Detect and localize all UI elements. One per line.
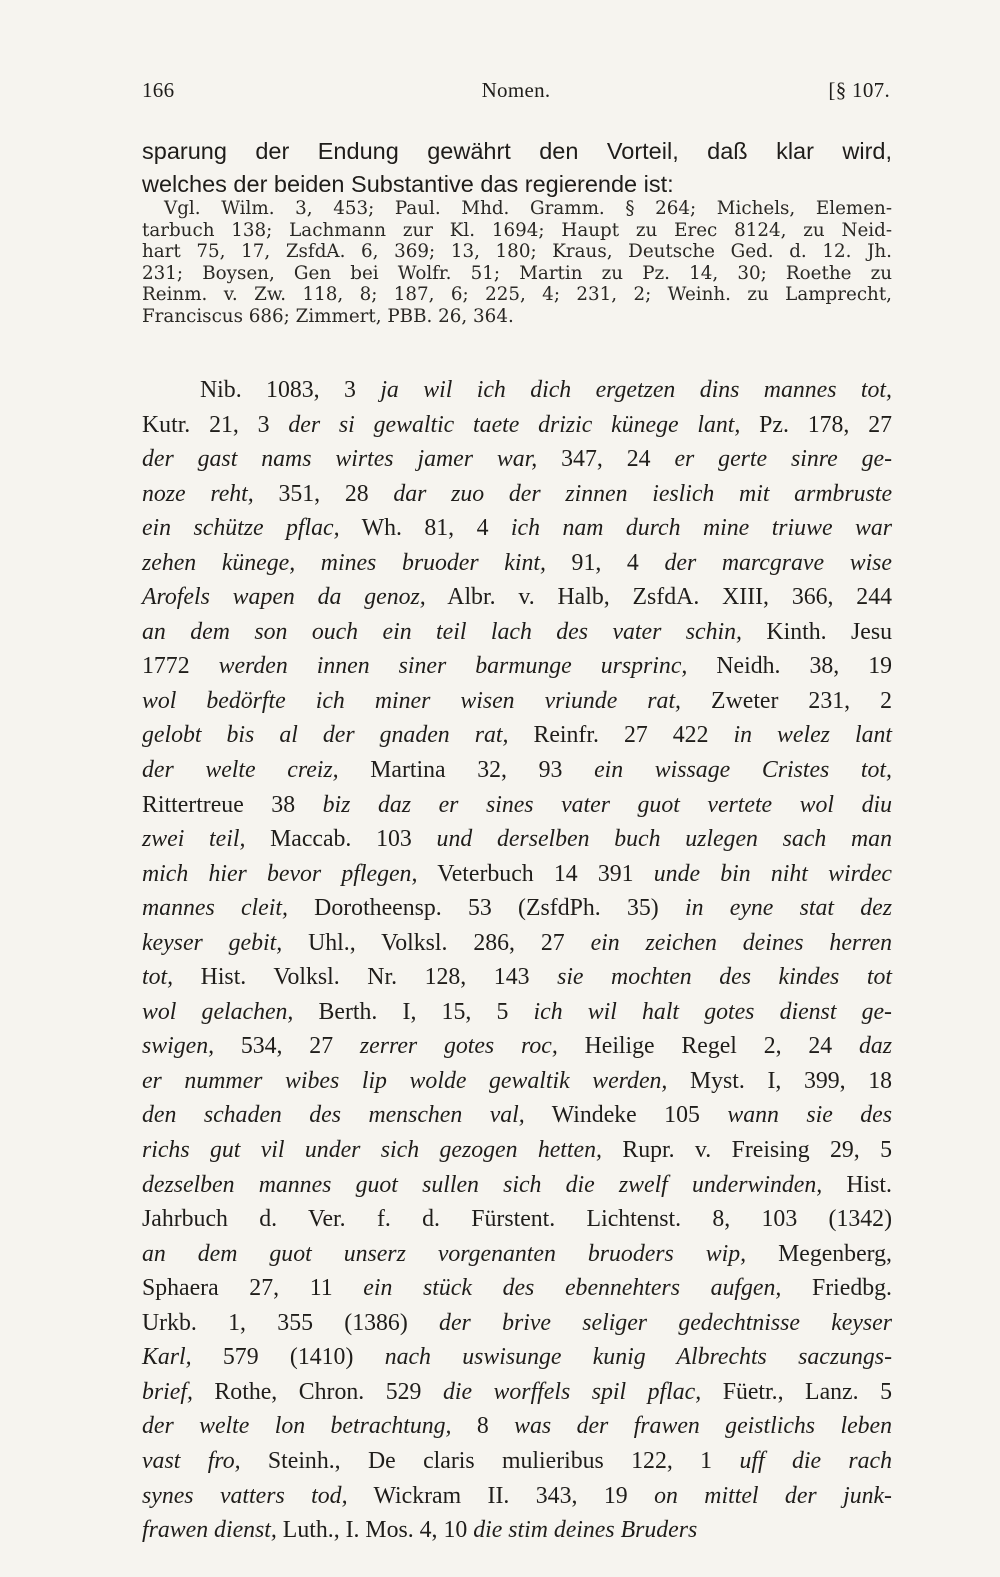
example-line: [142, 1444, 892, 1479]
example-line: [142, 684, 892, 719]
reference-line: 231; Boysen, Gen bei Wolfr. 51; Martin zu Pz. 14, 30; Roethe zu: [142, 262, 892, 284]
quote-text: unde bin niht wirdec: [653, 860, 892, 887]
example-line: [142, 1202, 892, 1237]
citation-text: Veterbuch 14 391: [417, 860, 654, 887]
citation-text: Wickram II. 343, 19: [347, 1482, 655, 1509]
example-line: [142, 1029, 892, 1064]
example-line: [142, 408, 892, 443]
example-line: [142, 649, 892, 684]
example-line: [142, 995, 892, 1030]
quote-text: die stim deines Bruders: [473, 1517, 698, 1544]
citation-text: Friedbg.: [781, 1275, 892, 1302]
quote-text: an dem son ouch ein teil lach des vater schin,: [142, 618, 742, 645]
quote-text: on mittel der junk-: [654, 1482, 892, 1509]
example-line: [142, 1409, 892, 1444]
citation-text: Megenberg,: [746, 1240, 892, 1267]
quote-text: zwei teil,: [142, 826, 246, 853]
quote-text: mich hier bevor pflegen,: [142, 860, 418, 887]
citation-text: Heilige Regel 2, 24: [557, 1033, 859, 1060]
reference-line: Franciscus 686; Zimmert, PBB. 26, 364.: [142, 305, 514, 327]
citation-text: Pz. 178, 27: [740, 411, 892, 438]
citation-text: Sphaera 27, 11: [142, 1275, 364, 1302]
citation-text: Rothe, Chron. 529: [192, 1378, 443, 1405]
quote-text: noze reht,: [142, 480, 254, 507]
quote-text: der welte lon betrachtung,: [142, 1413, 452, 1440]
citation-text: 8: [451, 1413, 515, 1440]
citation-text: 579 (1410): [191, 1344, 385, 1371]
intro-paragraph: [142, 135, 892, 201]
page-number: 166: [142, 78, 175, 102]
quote-text: den schaden des menschen val,: [142, 1102, 525, 1129]
quote-text: Karl,: [142, 1344, 192, 1371]
citation-text: Windeke 105: [524, 1102, 728, 1129]
citation-text: Neidh. 38, 19: [687, 653, 892, 680]
example-line: [142, 753, 892, 788]
quote-text: er nummer wibes lip wolde gewaltik werden,: [142, 1067, 668, 1094]
quote-text: vast fro,: [142, 1447, 241, 1474]
citation-text: Steinh., De claris mulieribus 122, 1: [240, 1447, 740, 1474]
citation-text: Urkb. 1, 355 (1386): [142, 1309, 440, 1336]
quote-text: brief,: [142, 1378, 193, 1405]
example-line: [142, 615, 892, 650]
example-line: [142, 1237, 892, 1272]
citation-text: Martina 32, 93: [338, 757, 595, 784]
citation-text: 534, 27: [214, 1033, 360, 1060]
quote-text: ich nam durch mine triuwe war: [510, 515, 892, 542]
citation-text: Reinfr. 27 422: [508, 722, 734, 749]
example-line: [142, 511, 892, 546]
citation-text: Dorotheensp. 53 (ZsfdPh. 35): [287, 895, 685, 922]
intro-line: welches der beiden Substantive das regierende ist:: [142, 171, 674, 197]
citation-text: 1772: [142, 653, 219, 680]
reference-line: tarbuch 138; Lachmann zur Kl. 1694; Haupt zu Erec 8124, zu Neid-: [142, 219, 892, 241]
citation-text: Hist.: [822, 1171, 892, 1198]
citation-text: Luth., I. Mos. 4, 10: [276, 1517, 474, 1544]
quote-text: die worffels spil pflac,: [442, 1378, 702, 1405]
quote-text: ein stück des ebennehters aufgen,: [363, 1275, 782, 1302]
example-line: [142, 1479, 892, 1514]
quote-text: daz: [858, 1033, 892, 1060]
example-line: [142, 822, 892, 857]
quote-text: biz daz er sines vater guot vertete wol diu: [322, 791, 892, 818]
example-line: [142, 718, 892, 753]
quote-text: der brive seliger gedechtnisse keyser: [439, 1309, 892, 1336]
citation-text: Rittertreue 38: [142, 791, 323, 818]
example-line: [142, 1375, 892, 1410]
quote-text: was der frawen geistlichs leben: [514, 1413, 892, 1440]
citation-text: Rupr. v. Freising 29, 5: [601, 1137, 892, 1164]
quote-text: der gast nams wirtes jamer war,: [142, 446, 538, 473]
quote-text: dar zuo der zinnen ieslich mit armbruste: [393, 480, 893, 507]
quote-text: in welez lant: [733, 722, 892, 749]
citation-text: Jahrbuch d. Ver. f. d. Fürstent. Lichtenst. 8, 103 (1342): [142, 1206, 892, 1233]
citation-text: Uhl., Volksl. 286, 27: [282, 929, 591, 956]
intro-line: sparung der Endung gewährt den Vorteil, daß klar wird,: [142, 138, 892, 164]
quote-text: ein zeichen deines herren: [590, 929, 892, 956]
reference-line: Reinm. v. Zw. 118, 8; 187, 6; 225, 4; 231, 2; Weinh. zu Lamprecht,: [142, 284, 892, 306]
quote-text: in eyne stat dez: [684, 895, 892, 922]
quote-text: tot,: [142, 964, 174, 991]
citation-text: Nib. 1083, 3: [200, 377, 381, 403]
quote-text: wann sie des: [727, 1102, 892, 1129]
quote-text: wol bedörfte ich miner wisen vriunde rat,: [142, 687, 682, 714]
quote-text: werden innen siner barmunge ursprinc,: [218, 653, 688, 680]
example-line: [142, 580, 892, 615]
citation-text: Zweter 231, 2: [681, 687, 892, 714]
reference-line: hart 75, 17, ZsfdA. 6, 369; 13, 180; Kraus, Deutsche Ged. d. 12. Jh.: [142, 241, 892, 263]
quote-text: ein schütze pflac,: [142, 515, 340, 542]
example-line: [142, 788, 892, 823]
citation-text: Kutr. 21, 3: [142, 411, 289, 438]
quote-text: swigen,: [142, 1033, 215, 1060]
citation-text: 347, 24: [537, 446, 675, 473]
section-marker: [§ 107.: [828, 78, 890, 102]
quote-text: nach uswisunge kunig Albrechts saczungs-: [384, 1344, 892, 1371]
quote-text: ein wissage Cristes tot,: [594, 757, 892, 784]
references-paragraph: [142, 198, 892, 328]
citation-text: Wh. 81, 4: [339, 515, 511, 542]
quote-text: ja wil ich dich ergetzen dins mannes tot,: [380, 377, 892, 403]
example-line: [142, 891, 892, 926]
quote-text: der si gewaltic taete drizic künege lant,: [288, 411, 741, 438]
examples-paragraph: [142, 373, 892, 1548]
quote-text: synes vatters tod,: [142, 1482, 348, 1509]
example-line: [142, 1064, 892, 1099]
example-line: [142, 1168, 892, 1203]
quote-text: der marcgrave wise: [664, 549, 892, 576]
example-line: [142, 960, 892, 995]
quote-text: sie mochten des kindes tot: [557, 964, 892, 991]
quote-text: an dem guot unserz vorgenanten bruoders wip,: [142, 1240, 747, 1267]
quote-text: dezselben mannes guot sullen sich die zwelf underwinden,: [142, 1171, 823, 1198]
citation-text: 91, 4: [545, 549, 665, 576]
example-line: [142, 477, 892, 512]
example-line: [142, 1271, 892, 1306]
example-line: [142, 1098, 892, 1133]
example-line: [142, 1133, 892, 1168]
example-line: [142, 1306, 892, 1341]
citation-text: 351, 28: [253, 480, 394, 507]
quote-text: er gerte sinre ge-: [674, 446, 892, 473]
quote-text: Arofels wapen da genoz,: [142, 584, 426, 611]
quote-text: der welte creiz,: [142, 757, 339, 784]
citation-text: Füetr., Lanz. 5: [701, 1378, 892, 1405]
example-line: [142, 1513, 892, 1548]
quote-text: frawen dienst,: [142, 1517, 277, 1544]
example-line: [142, 546, 892, 581]
example-line: [142, 926, 892, 961]
example-line: [142, 1340, 892, 1375]
citation-text: Myst. I, 399, 18: [667, 1067, 892, 1094]
quote-text: ich wil halt gotes dienst ge-: [533, 998, 892, 1025]
quote-text: und derselben buch uzlegen sach man: [436, 826, 892, 853]
quote-text: keyser gebit,: [142, 929, 283, 956]
reference-line: Vgl. Wilm. 3, 453; Paul. Mhd. Gramm. § 264; Michels, Elemen-: [164, 198, 892, 219]
citation-text: Kinth. Jesu: [741, 618, 892, 645]
quote-text: mannes cleit,: [142, 895, 288, 922]
example-line: [142, 373, 892, 408]
citation-text: Berth. I, 15, 5: [293, 998, 534, 1025]
quote-text: zerrer gotes roc,: [359, 1033, 558, 1060]
quote-text: richs gut vil under sich gezogen hetten,: [142, 1137, 602, 1164]
quote-text: zehen künege, mines bruoder kint,: [142, 549, 546, 576]
running-title: Nomen.: [481, 78, 551, 102]
quote-text: wol gelachen,: [142, 998, 294, 1025]
example-line: [142, 857, 892, 892]
citation-text: Albr. v. Halb, ZsfdA. XIII, 366, 244: [425, 584, 892, 611]
quote-text: gelobt bis al der gnaden rat,: [142, 722, 509, 749]
citation-text: Hist. Volksl. Nr. 128, 143: [173, 964, 558, 991]
quote-text: uff die rach: [739, 1447, 892, 1474]
example-line: [142, 442, 892, 477]
running-header: [142, 74, 890, 106]
citation-text: Maccab. 103: [245, 826, 437, 853]
